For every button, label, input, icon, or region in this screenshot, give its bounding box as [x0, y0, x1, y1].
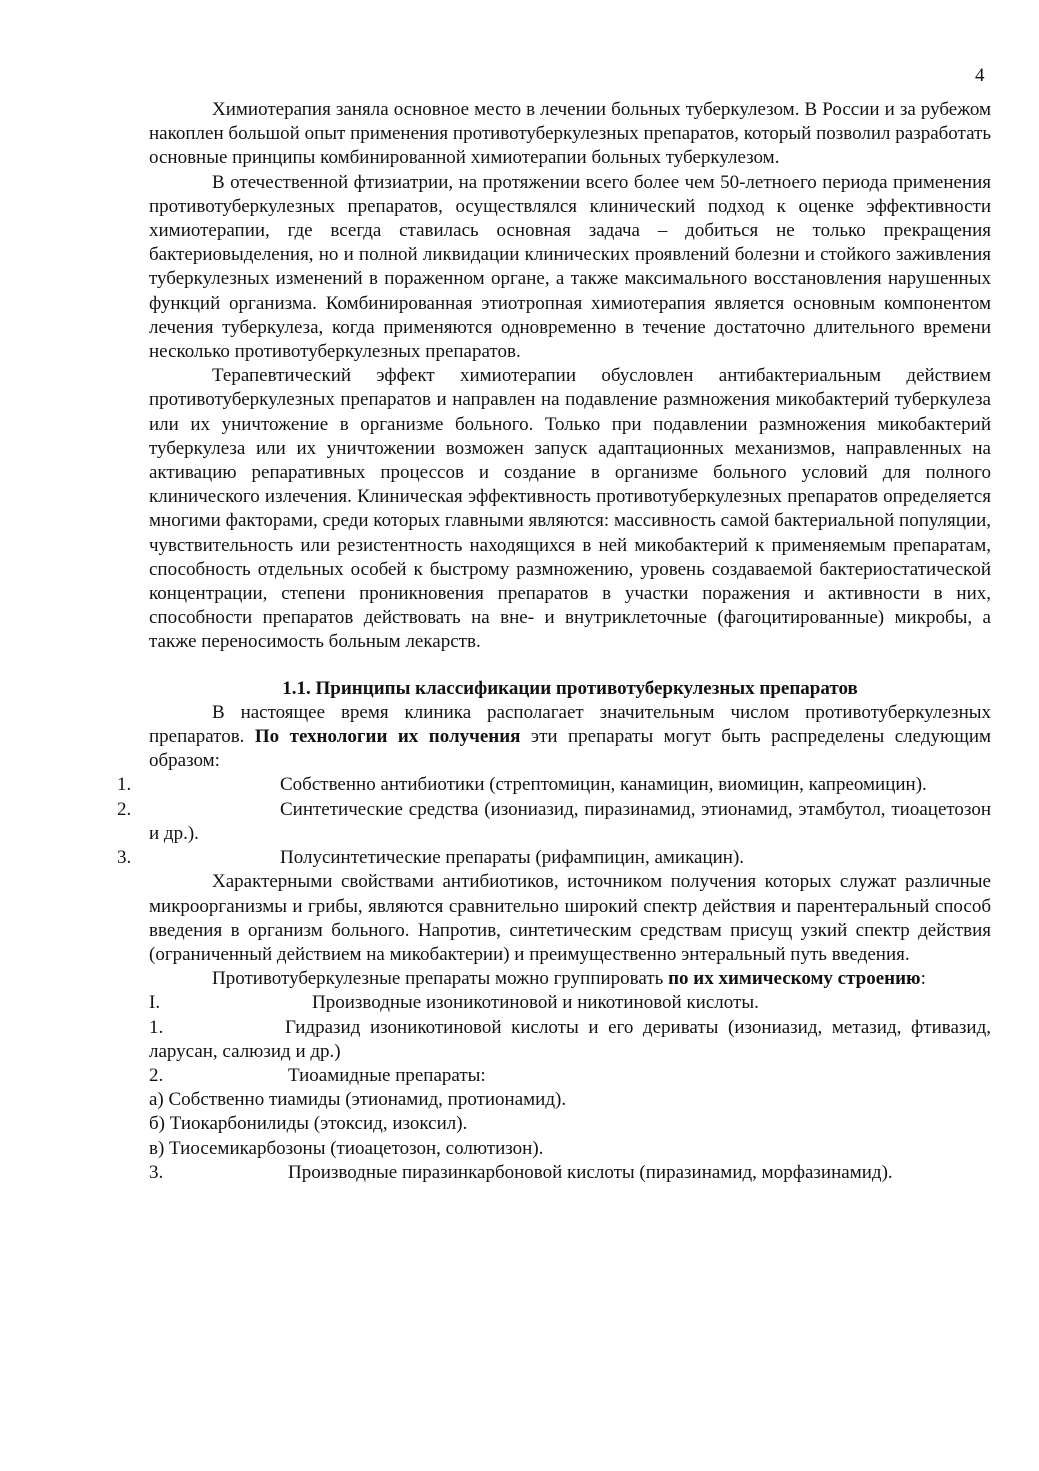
paragraph-intro — [149, 701, 991, 774]
chem-item-text: Производные пиразинкарбоновой кислоты (пиразинамид, морфазинамид). — [288, 1161, 893, 1183]
chem-item-text: Гидразид изоникотиновой кислоты и его дериваты (изониазид, метазид, фтивазид, ларусан, салюзид и др.) — [149, 1016, 991, 1062]
paragraph: Химиотерапия заняла основное место в лечении больных туберкулезом. В России и за рубежом накоплен большой опыт применения противотуберкулезных препаратов, который позволил разработать основные принципы комбинированной химиотерапии больных туберкулезом. — [149, 99, 991, 169]
section-heading: 1.1. Принципы классификации противотуберкулезных препаратов — [282, 677, 858, 699]
intro-text: В настоящее время клиника располагает значительным числом противотуберкулезных препаратов. — [149, 701, 991, 748]
paragraph: Характерными свойствами антибиотиков, источником получения которых служат различные микроорганизмы и грибы, являются сравнительно широкий спектр действия и парентеральный способ введения в организм больного. Напротив, синтетическим средствам присущ узкий спектр действия (ограниченный действием на микобактерии) и преимущественно энтеральный путь введения. — [149, 871, 991, 965]
list-item-text: Собственно антибиотики (стрептомицин, канамицин, виомицин, капреомицин). — [280, 774, 927, 796]
list-item — [117, 773, 991, 797]
chem-intro-bold: по их химическому строению — [668, 968, 921, 990]
paragraph: Терапевтический эффект химиотерапии обусловлен антибактериальным действием противотуберкулезных препаратов и направлен на подавление размножения микобактерий туберкулеза или их уничтожение в организме больного. Только при подавлении размножения микобактерий туберкулеза или их уничтожении возможен запуск адаптационных механизмов, направленных на активацию репаративных процессов и создание в организме больного условий для полного клинического излечения. Клиническая эффективность противотуберкулезных препаратов определяется многими факторами, среди которых главными являются: массивность самой бактериальной популяции, чувствительность или резистентность находящихся в ней микобактерий к применяемым препаратам, способность отдельных особей к быстрому размножению, уровень создаваемой бактериостатической концентрации, степени проникновения препаратов в участки поражения и активности в них, способности препаратов действовать на вне- и внутриклеточные (фагоцитированные) микробы, а также переносимость больным лекарств. — [149, 365, 991, 653]
intro-bold: По технологии их получения — [254, 726, 521, 748]
chem-item — [149, 1161, 991, 1185]
intro-text-after: эти препараты могут быть распределены следующим образом: — [149, 726, 992, 772]
list-item — [117, 798, 991, 846]
chem-item-number: 3. — [149, 1161, 164, 1183]
roman-numeral: I. — [149, 992, 161, 1014]
chem-item — [149, 1064, 991, 1088]
list-item-number: 2. — [117, 798, 132, 820]
chem-subitem: в) Тиосемикарбозоны (тиоацетозон, солютизон). — [149, 1137, 544, 1159]
chem-intro-text-after: : — [920, 968, 926, 990]
chem-subitem: а) Собственно тиамиды (этионамид, протионамид). — [149, 1089, 567, 1111]
chem-intro-text: Противотуберкулезные препараты можно группировать — [212, 968, 669, 990]
list-item — [117, 846, 991, 870]
paragraph-chem-intro — [149, 967, 991, 991]
chem-item-number: 1. — [149, 1016, 164, 1038]
chem-item-text: Тиоамидные препараты: — [288, 1064, 486, 1086]
list-item-number: 1. — [117, 774, 132, 796]
roman-text: Производные изоникотиновой и никотиновой кислоты. — [312, 992, 759, 1014]
chem-group-heading — [149, 991, 991, 1015]
document-body — [117, 98, 992, 1185]
list-item-text: Синтетические средства (изониазид, пиразинамид, этионамид, этамбутол, тиоацетозон и др.). — [149, 798, 991, 844]
list-item-number: 3. — [117, 847, 132, 869]
paragraph: В отечественной фтизиатрии, на протяжении всего более чем 50-летноего периода применения противотуберкулезных препаратов, осуществлялся клинический подход к оценке эффективности химиотерапии, где всегда ставилась основная задача – добиться не только прекращения бактериовыделения, но и полной ликвидации клинических проявлений болезни и стойкого заживления туберкулезных изменений в пораженном органе, а также максимального восстановления нарушенных функций организма. Комбинированная этиотропная химиотерапия является основным компонентом лечения туберкулеза, когда применяются одновременно в течение достаточно длительного времени несколько противотуберкулезных препаратов. — [149, 171, 991, 363]
chem-item — [149, 1016, 991, 1064]
page-number: 4 — [975, 65, 985, 86]
chem-subitem: б) Тиокарбонилиды (этоксид, изоксил). — [149, 1113, 468, 1135]
chem-item-number: 2. — [149, 1064, 164, 1086]
list-item-text: Полусинтетические препараты (рифампицин, амикацин). — [280, 847, 745, 869]
